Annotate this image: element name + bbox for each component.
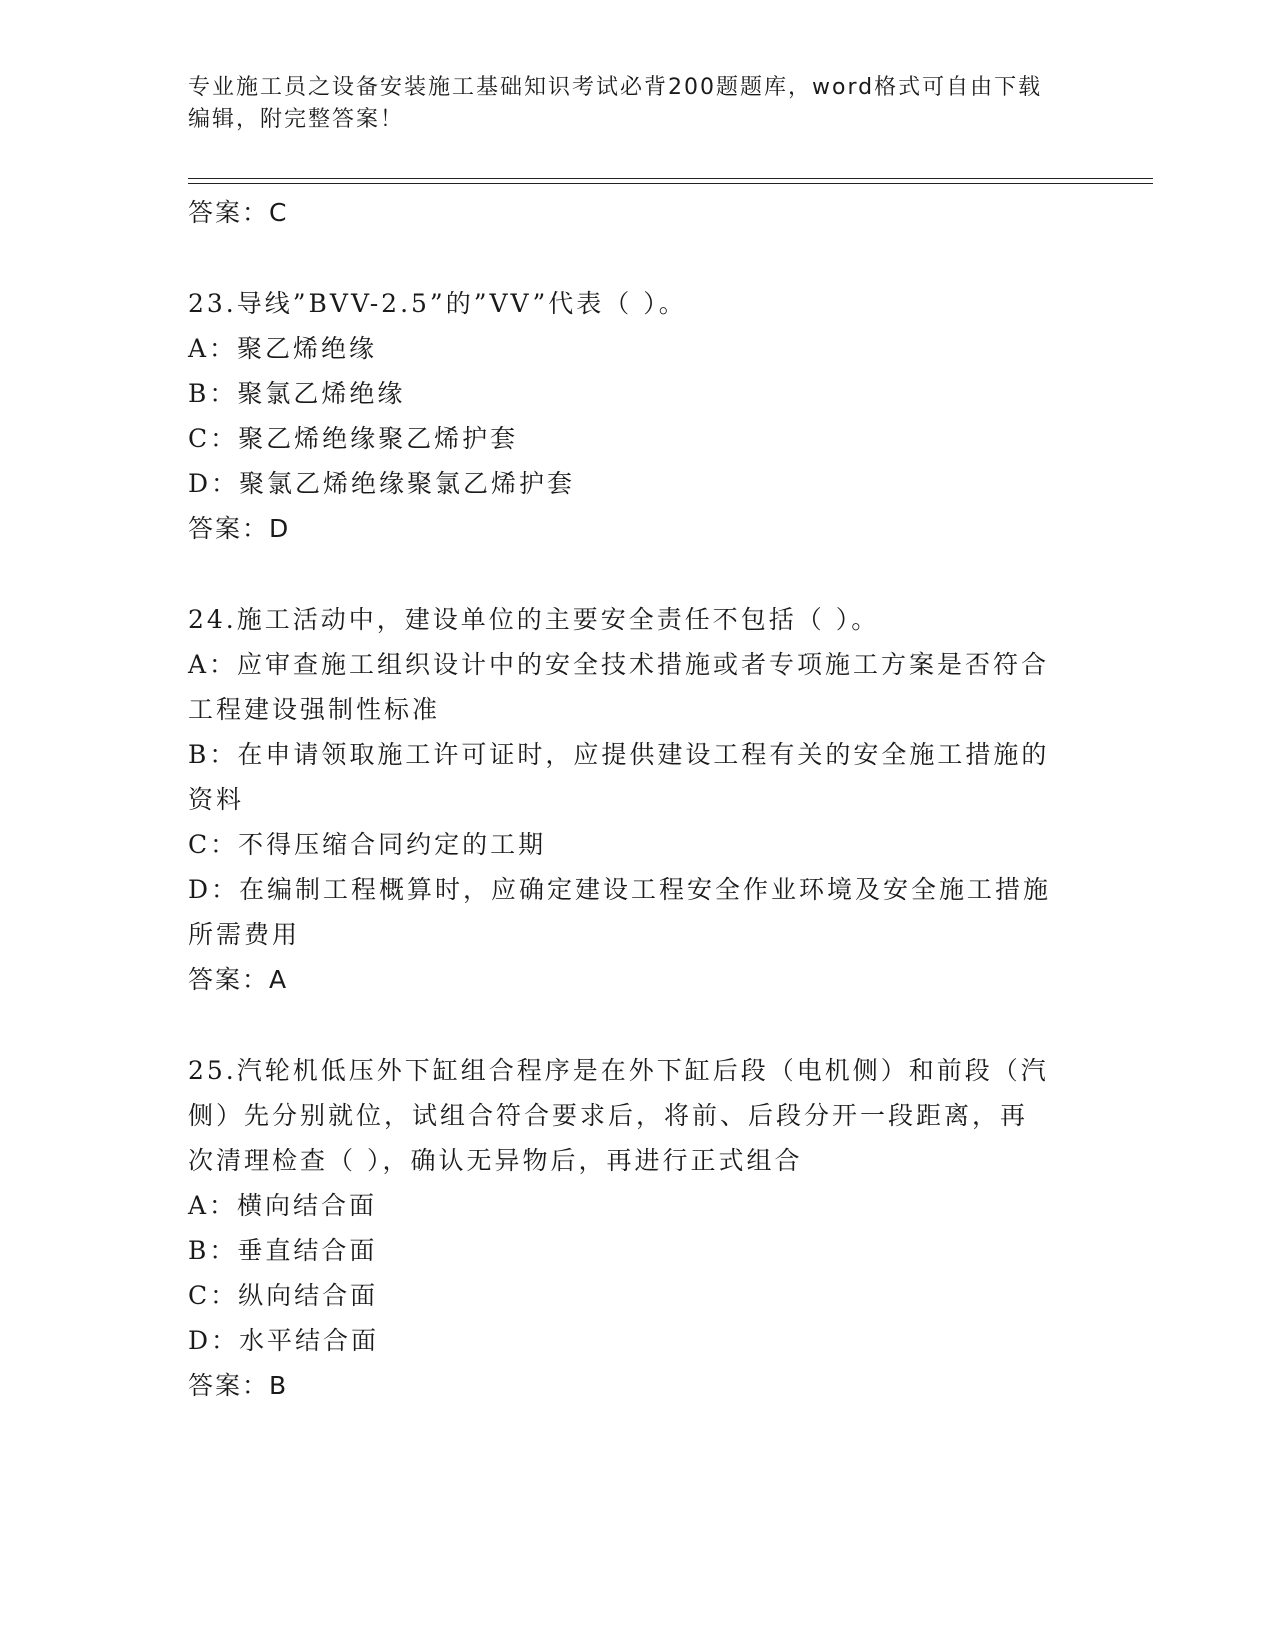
- option-c: C：不得压缩合同约定的工期: [188, 830, 547, 859]
- question-24: [188, 597, 1088, 1002]
- option-c: C：聚乙烯绝缘聚乙烯护套: [188, 424, 519, 453]
- answer: 答案：B: [188, 1371, 289, 1400]
- option-b: B：在申请领取施工许可证时，应提供建设工程有关的安全施工措施的: [188, 740, 1050, 769]
- question-stem-continued: 侧）先分别就位，试组合符合要求后，将前、后段分开一段距离，再: [188, 1101, 1029, 1130]
- question-stem: 23.导线”BVV-2.5”的”VV”代表（ ）。: [188, 289, 687, 318]
- option-a: A：应审查施工组织设计中的安全技术措施或者专项施工方案是否符合: [188, 650, 1050, 679]
- option-a: A：横向结合面: [188, 1191, 378, 1220]
- question-stem-continued: 次清理检查（ ），确认无异物后，再进行正式组合: [188, 1146, 803, 1175]
- header-divider-bottom: [188, 183, 1153, 184]
- option-d-continued: 所需费用: [188, 920, 301, 949]
- question-body: [188, 190, 1088, 1408]
- answer: 答案：A: [188, 965, 289, 994]
- question-25: [188, 1048, 1088, 1408]
- option-d: D：聚氯乙烯绝缘聚氯乙烯护套: [188, 469, 576, 498]
- question-stem: 25.汽轮机低压外下缸组合程序是在外下缸后段（电机侧）和前段（汽: [188, 1056, 1049, 1085]
- header-divider-top: [188, 178, 1153, 179]
- option-b-continued: 资料: [188, 785, 245, 814]
- option-c: C：纵向结合面: [188, 1281, 379, 1310]
- answer: 答案：D: [188, 514, 291, 543]
- answer-previous: 答案：C: [188, 198, 289, 227]
- header-line-1: 专业施工员之设备安装施工基础知识考试必背200题题库，word格式可自由下载: [188, 75, 1043, 100]
- option-a: A：聚乙烯绝缘: [188, 334, 378, 363]
- option-a-continued: 工程建设强制性标准: [188, 695, 441, 724]
- option-d: D：水平结合面: [188, 1326, 380, 1355]
- option-b: B：聚氯乙烯绝缘: [188, 379, 406, 408]
- option-d: D：在编制工程概算时，应确定建设工程安全作业环境及安全施工措施: [188, 875, 1052, 904]
- question-stem: 24.施工活动中，建设单位的主要安全责任不包括（ ）。: [188, 605, 880, 634]
- option-b: B：垂直结合面: [188, 1236, 378, 1265]
- question-23: [188, 281, 1088, 551]
- header-line-2: 编辑，附完整答案！: [188, 107, 405, 132]
- document-header: [188, 72, 1088, 136]
